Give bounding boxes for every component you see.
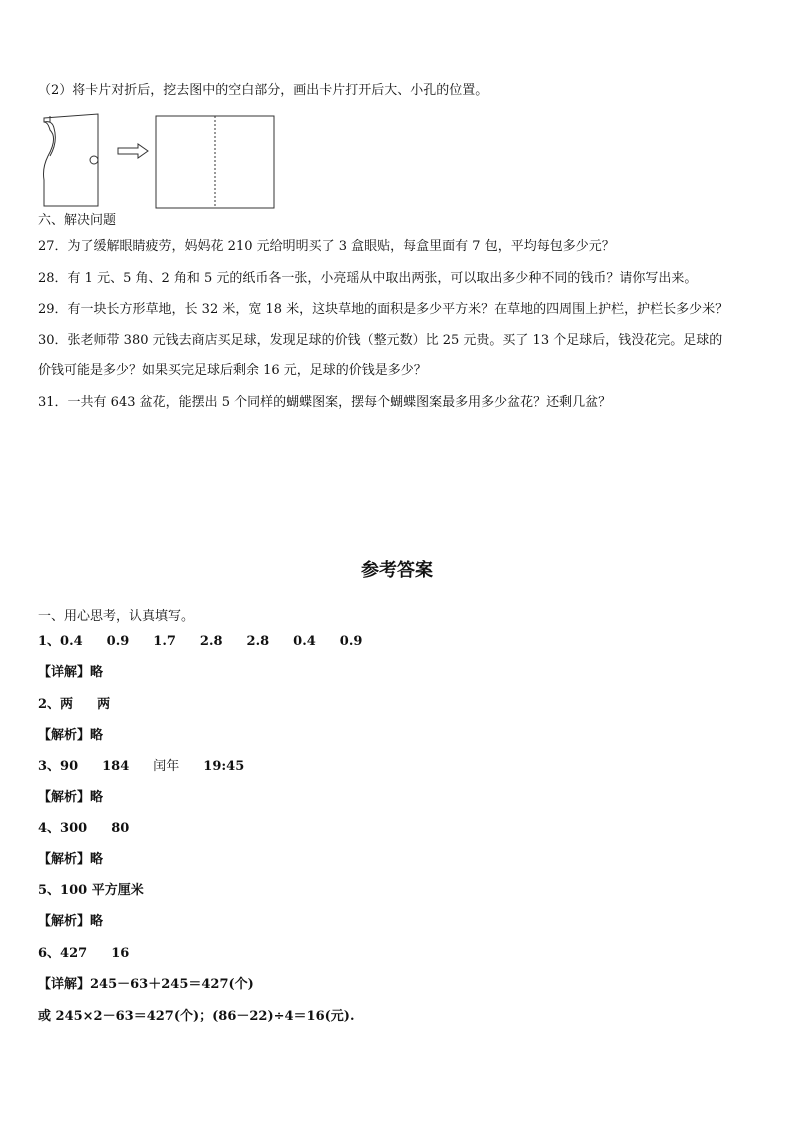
answer-1 (38, 633, 362, 651)
answer-number: 3、 (38, 759, 61, 774)
answer-value: 100 平方厘米 (60, 883, 144, 898)
question-29: 29．有一块长方形草地，长 32 米，宽 18 米，这块草地的面积是多少平方米？在草地的四周围上护栏，护栏长多少米？ (38, 302, 729, 317)
answer-value: 19:45 (203, 759, 245, 774)
answer-3-note: 【解析】略 (38, 790, 104, 805)
answer-value: 300 (60, 821, 88, 836)
arrow-right-icon (118, 144, 148, 158)
answer-5 (38, 882, 144, 900)
answer-value: 闰年 (153, 759, 180, 774)
question-28: 28．有 1 元、5 角、2 角和 5 元的纸币各一张，小亮瑶从中取出两张，可以取出多少种不同的钱币？请你写出来。 (38, 271, 698, 286)
answer-value: 427 (60, 946, 88, 961)
answer-value: 1.7 (153, 634, 176, 649)
answer-value: 2.8 (199, 634, 223, 649)
answer-value: 2.8 (246, 634, 270, 649)
answer-6-detail: 【详解】245－63＋245＝427(个) (38, 977, 254, 992)
card-fold-diagram (38, 108, 278, 210)
answer-value: 两 (97, 697, 111, 712)
answer-3 (38, 758, 244, 776)
question-2-instruction: （2）将卡片对折后，挖去图中的空白部分，画出卡片打开后大、小孔的位置。 (38, 83, 489, 98)
answer-6-detail-2: 或 245×2－63＝427(个)；(86－22)÷4＝16(元). (38, 1009, 355, 1024)
answer-number: 2、 (38, 697, 61, 712)
question-30-line-2: 价钱可能是多少？如果买完足球后剩余 16 元，足球的价钱是多少？ (38, 363, 427, 378)
answer-5-note: 【解析】略 (38, 914, 104, 929)
answer-4-note: 【解析】略 (38, 852, 104, 867)
answer-2 (38, 696, 110, 714)
answer-section-1-title: 一、用心思考，认真填写。 (38, 609, 195, 624)
question-27: 27．为了缓解眼睛疲劳，妈妈花 210 元给明明买了 3 盒眼贴，每盒里面有 7 包，平均每包多少元？ (38, 239, 615, 254)
answer-6 (38, 945, 129, 963)
answer-key-title: 参考答案 (361, 560, 433, 581)
answer-number: 6、 (38, 946, 61, 961)
answer-value: 0.9 (106, 634, 130, 649)
card-fold-figure (38, 108, 278, 210)
section-6-title: 六、解决问题 (38, 213, 117, 228)
answer-value: 两 (60, 697, 74, 712)
answer-4 (38, 820, 129, 838)
answer-value: 0.4 (60, 634, 83, 649)
answer-value: 0.9 (339, 634, 363, 649)
answer-value: 0.4 (293, 634, 316, 649)
question-31: 31．一共有 643 盆花，能摆出 5 个同样的蝴蝶图案，摆每个蝴蝶图案最多用多少盆花？还剩几盆？ (38, 395, 612, 410)
question-30-line-1: 30．张老师带 380 元钱去商店买足球，发现足球的价钱（整元数）比 25 元贵。买了 13 个足球后，钱没花完。足球的 (38, 333, 723, 348)
answer-value: 90 (60, 759, 79, 774)
answer-value: 16 (111, 946, 130, 961)
answer-number: 5、 (38, 883, 61, 898)
small-hole (90, 156, 98, 164)
answer-1-note: 【详解】略 (38, 665, 104, 680)
answer-value: 184 (102, 759, 130, 774)
answer-value: 80 (111, 821, 130, 836)
answer-number: 1、 (38, 634, 61, 649)
answer-2-note: 【解析】略 (38, 728, 104, 743)
answer-number: 4、 (38, 821, 61, 836)
